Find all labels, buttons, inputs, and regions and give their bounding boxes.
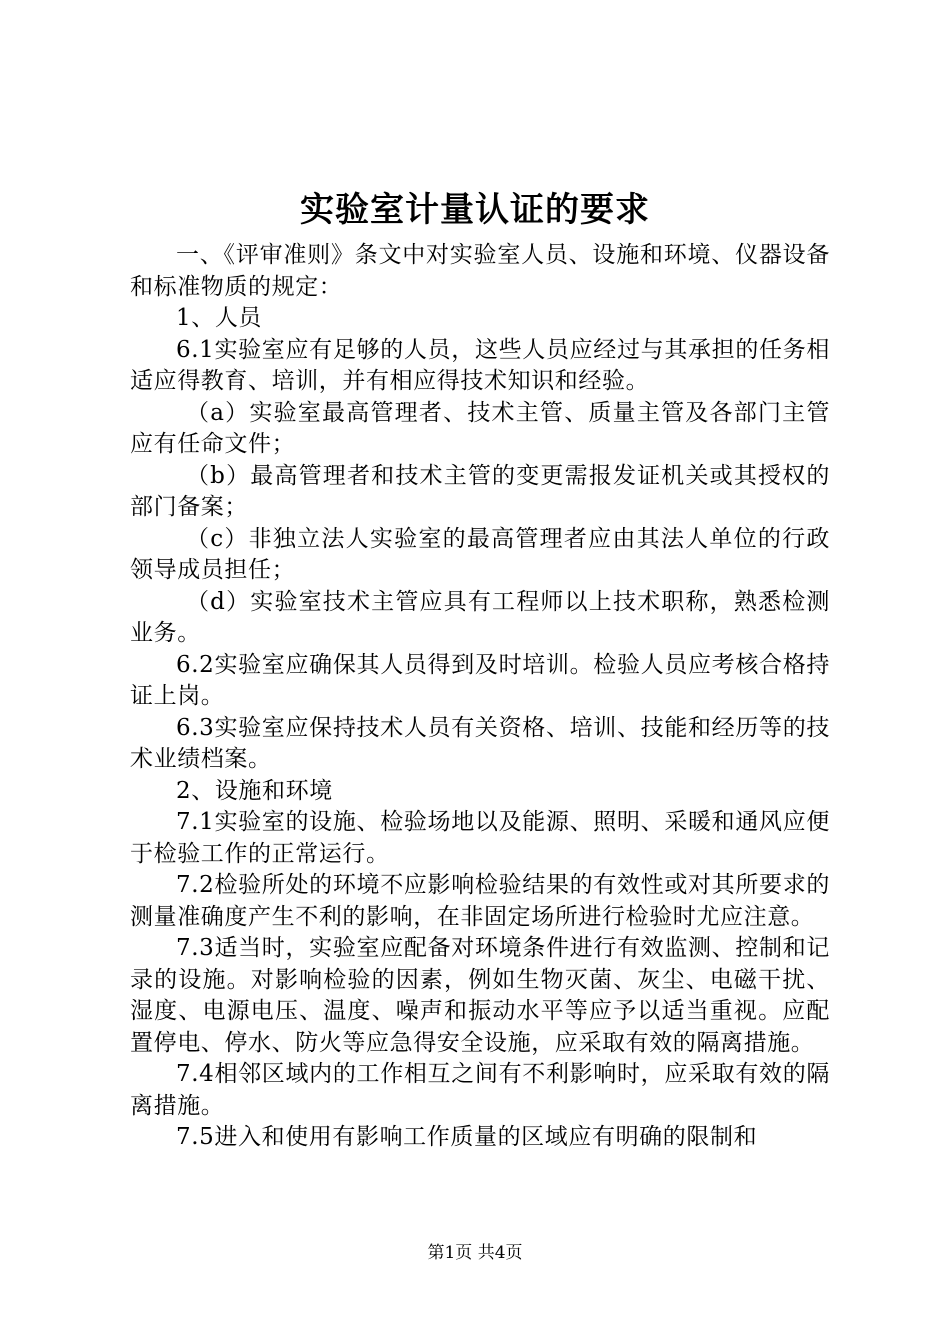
paragraph-heading-facilities: 2、设施和环境 [176, 777, 333, 804]
paragraph-subclause: （b）最高管理者和技术主管的变更需报发证机关或其授权的部门备案； [130, 462, 830, 520]
paragraph-clause: 7.1实验室的设施、检验场地以及能源、照明、采暖和通风应便于检验工作的正常运行。 [130, 809, 830, 867]
paragraph-subclause: （c）非独立法人实验室的最高管理者应由其法人单位的行政领导成员担任； [130, 525, 830, 583]
paragraph-subclause: （d）实验室技术主管应具有工程师以上技术职称，熟悉检测业务。 [130, 588, 830, 646]
paragraph-clause: 6.1实验室应有足够的人员，这些人员应经过与其承担的任务相适应得教育、培训，并有相应得技术知识和经验。 [130, 336, 830, 394]
paragraph-heading-personnel: 1、人员 [176, 305, 263, 331]
page-footer: 第1页 共4页 [427, 1243, 523, 1263]
paragraph-clause: 7.5进入和使用有影响工作质量的区域应有明确的限制和 [176, 1124, 758, 1150]
paragraph-subclause: （a）实验室最高管理者、技术主管、质量主管及各部门主管应有任命文件； [130, 399, 830, 457]
paragraph-clause: 6.3实验室应保持技术人员有关资格、培训、技能和经历等的技术业绩档案。 [130, 714, 830, 772]
paragraph-clause: 7.4相邻区域内的工作相互之间有不利影响时，应采取有效的隔离措施。 [130, 1061, 830, 1119]
page-title: 实验室计量认证的要求 [300, 190, 650, 230]
document-body [130, 240, 830, 1154]
paragraph-clause: 6.2实验室应确保其人员得到及时培训。检验人员应考核合格持证上岗。 [130, 651, 830, 709]
paragraph-clause: 7.2检验所处的环境不应影响检验结果的有效性或对其所要求的测量准确度产生不利的影响，在非固定场所进行检验时尤应注意。 [130, 872, 830, 930]
paragraph-clause: 7.3适当时，实验室应配备对环境条件进行有效监测、控制和记录的设施。对影响检验的因素，例如生物灭菌、灰尘、电磁干扰、湿度、电源电压、温度、噪声和振动水平等应予以适当重视。应配置停电、停水、防火等应急得安全设施，应采取有效的隔离措施。 [130, 935, 830, 1056]
paragraph-section-heading: 一、《评审准则》条文中对实验室人员、设施和环境、仪器设备和标准物质的规定： [130, 242, 830, 300]
